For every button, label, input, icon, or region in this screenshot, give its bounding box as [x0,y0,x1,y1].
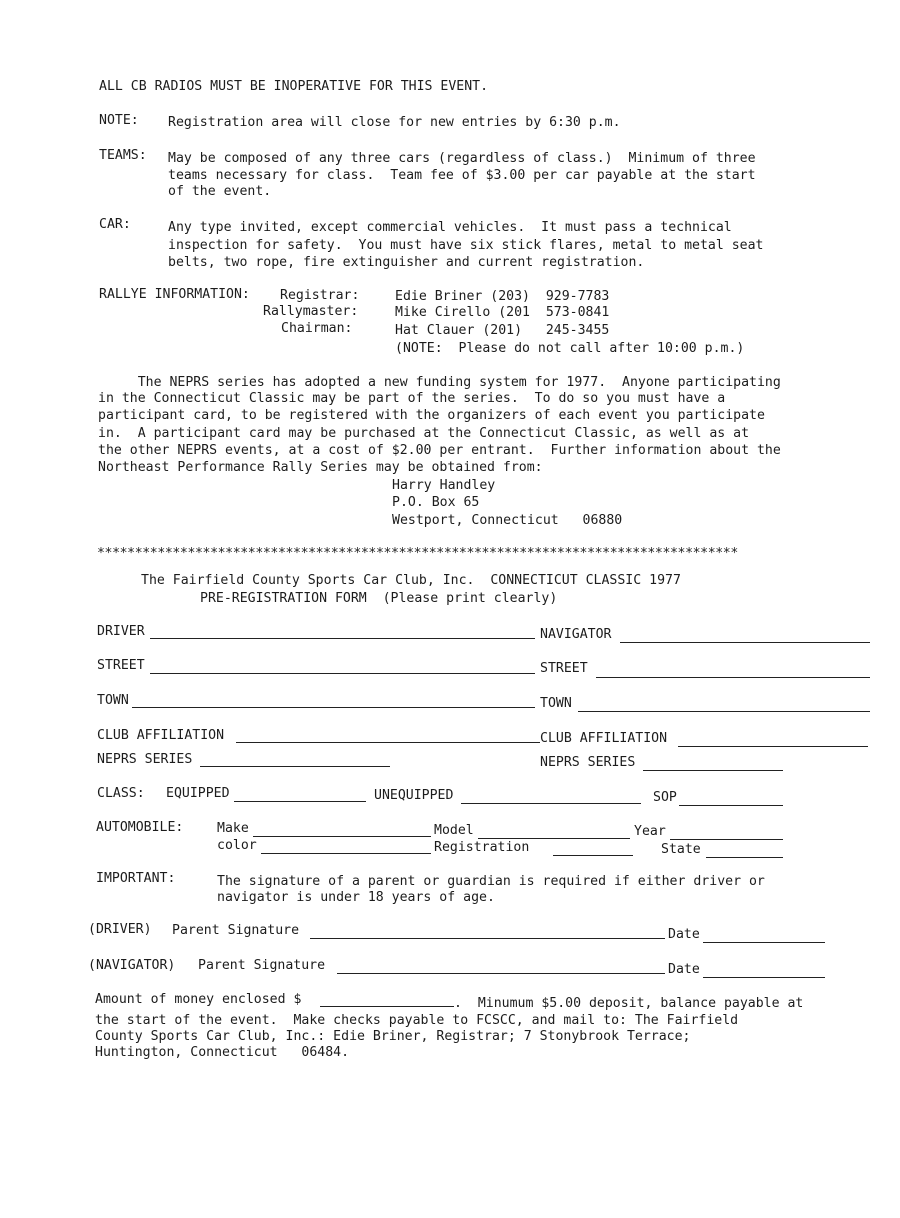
unequipped-field[interactable] [461,803,641,804]
driver-field[interactable] [150,638,535,639]
sop-label: SOP [653,790,677,805]
year-label: Year [634,824,666,839]
teams-label: TEAMS: [99,148,147,163]
call-note: (NOTE: Please do not call after 10:00 p.m.) [395,341,745,356]
state-label: State [661,842,701,857]
car-label: CAR: [99,217,131,232]
note-label: NOTE: [99,113,139,128]
important-label: IMPORTANT: [96,871,176,886]
star-divider: ************************************************************************************* [97,546,738,561]
navigator-club-label: CLUB AFFILIATION [540,731,668,746]
driver-street-field[interactable] [150,673,535,674]
important-line: navigator is under 18 years of age. [217,890,495,905]
driver-town-field[interactable] [132,707,535,708]
driver-sig-role: (DRIVER) [88,922,152,937]
contact-box: P.O. Box 65 [392,495,480,510]
driver-club-label: CLUB AFFILIATION [97,728,225,743]
rallymaster-role: Rallymaster: [263,304,359,319]
equipped-label: EQUIPPED [166,786,230,801]
chairman-role: Chairman: [281,321,353,336]
form-header-title: PRE-REGISTRATION FORM (Please print clearly) [200,591,558,606]
navigator-street-field[interactable] [596,677,870,678]
navigator-town-label: TOWN [540,696,572,711]
driver-neprs-field[interactable] [200,766,390,767]
driver-street-label: STREET [97,658,145,673]
mailing-line: Huntington, Connecticut 06484. [95,1045,350,1060]
neprs-paragraph-line: The NEPRS series has adopted a new funding system for 1977. Anyone participating [98,375,781,390]
registration-label: Registration [434,840,530,855]
money-amount-field[interactable] [320,1006,454,1007]
navigator-date-field[interactable] [703,977,825,978]
navigator-neprs-label: NEPRS SERIES [540,755,636,770]
driver-date-label: Date [668,927,700,942]
mailing-line: County Sports Car Club, Inc.: Edie Briner, Registrar; 7 Stonybrook Terrace; [95,1029,691,1044]
neprs-paragraph-line: the other NEPRS events, at a cost of $2.00 per entrant. Further information about the [98,443,781,458]
contact-city: Westport, Connecticut 06880 [392,513,623,528]
driver-parent-signature-label: Parent Signature [172,923,300,938]
money-deposit-text: . Minumum $5.00 deposit, balance payable at [454,996,804,1011]
note-text: Registration area will close for new entries by 6:30 p.m. [168,115,621,130]
navigator-parent-signature-label: Parent Signature [198,958,326,973]
make-label: Make [217,821,249,836]
color-field[interactable] [261,853,431,854]
navigator-street-label: STREET [540,661,588,676]
class-label: CLASS: [97,786,145,801]
form-header-club: The Fairfield County Sports Car Club, Inc. CONNECTICUT CLASSIC 1977 [141,573,681,588]
navigator-club-field[interactable] [678,746,868,747]
car-line: inspection for safety. You must have six stick flares, metal to metal seat [168,238,764,253]
model-label: Model [434,823,474,838]
contact-name: Harry Handley [392,478,496,493]
teams-line: teams necessary for class. Team fee of $3.00 per car payable at the start [168,168,756,183]
automobile-label: AUTOMOBILE: [96,820,184,835]
teams-line: of the event. [168,184,272,199]
driver-neprs-label: NEPRS SERIES [97,752,193,767]
driver-club-field[interactable] [236,742,540,743]
car-line: belts, two rope, fire extinguisher and current registration. [168,255,645,270]
year-field[interactable] [670,839,783,840]
registrar-role: Registrar: [280,288,360,303]
important-line: The signature of a parent or guardian is required if either driver or [217,874,765,889]
make-field[interactable] [253,836,431,837]
navigator-date-label: Date [668,962,700,977]
neprs-paragraph-line: in the Connecticut Classic may be part of the series. To do so you must have a [98,391,726,406]
mailing-line: the start of the event. Make checks payable to FCSCC, and mail to: The Fairfield [95,1013,739,1028]
navigator-field[interactable] [620,642,870,643]
neprs-paragraph-line: participant card, to be registered with the organizers of each event you participate [98,408,765,423]
driver-town-label: TOWN [97,693,129,708]
car-line: Any type invited, except commercial vehicles. It must pass a technical [168,220,732,235]
registrar-contact: Edie Briner (203) 929-7783 [395,289,610,304]
navigator-town-field[interactable] [578,711,870,712]
neprs-paragraph-line: in. A participant card may be purchased at the Connecticut Classic, as well as at [98,426,750,441]
sop-field[interactable] [679,805,783,806]
driver-date-field[interactable] [703,942,825,943]
rallymaster-contact: Mike Cirello (201 573-0841 [395,305,610,320]
cb-radio-notice: ALL CB RADIOS MUST BE INOPERATIVE FOR THIS EVENT. [99,79,489,94]
driver-label: DRIVER [97,624,145,639]
rallye-info-label: RALLYE INFORMATION: [99,287,250,302]
neprs-paragraph-line: Northeast Performance Rally Series may be obtained from: [98,460,543,475]
navigator-neprs-field[interactable] [643,770,783,771]
color-label: color [217,838,257,853]
teams-line: May be composed of any three cars (regardless of class.) Minimum of three [168,151,756,166]
navigator-sig-role: (NAVIGATOR) [88,958,176,973]
registration-field[interactable] [553,855,633,856]
chairman-contact: Hat Clauer (201) 245-3455 [395,323,610,338]
navigator-label: NAVIGATOR [540,627,612,642]
unequipped-label: UNEQUIPPED [374,788,454,803]
equipped-field[interactable] [234,801,366,802]
money-label: Amount of money enclosed $ [95,992,302,1007]
state-field[interactable] [706,857,783,858]
driver-parent-signature-field[interactable] [310,938,665,939]
navigator-parent-signature-field[interactable] [337,973,665,974]
